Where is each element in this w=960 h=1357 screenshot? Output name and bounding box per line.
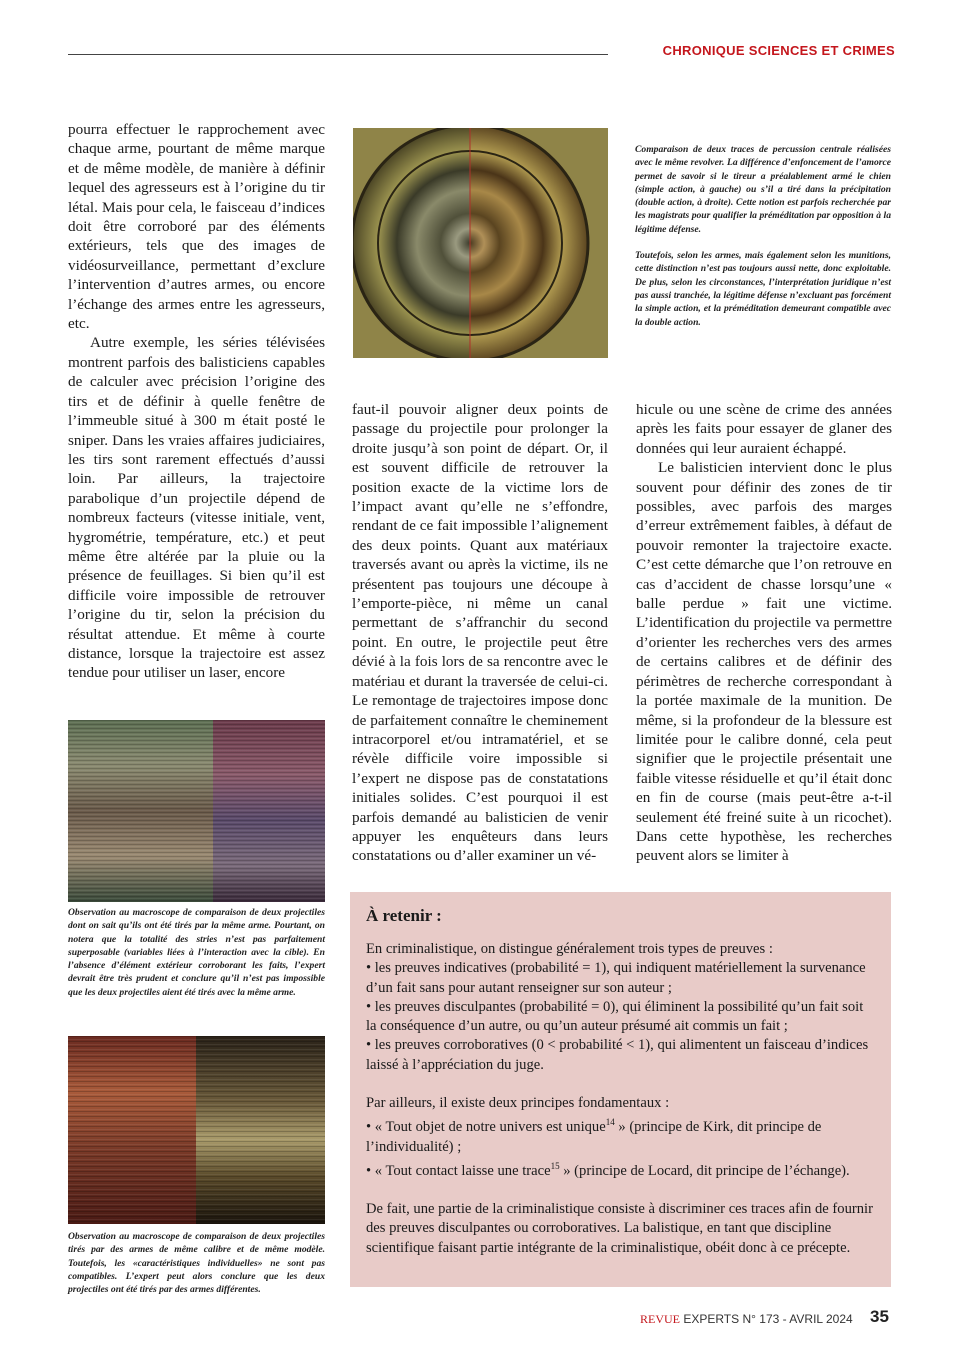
summary-conclusion: De fait, une partie de la criminalistique consiste à discriminer ces traces afin de fournir des preuves disculpantes ou corroboratives. La balistique, en tant que discipline scientifique faisant partie intégrante de la criminalistique, obéit donc à ce précepte. [366,1200,873,1256]
page-number: 35 [870,1307,889,1326]
footnote-ref: 14 [605,1117,615,1128]
primer-caption [635,143,891,329]
striae-different-caption [68,1230,325,1296]
paragraph: hicule ou une scène de crime des années après les faits pour essayer de glaner des données qui leur auraient échappé. [636,401,892,457]
striae-same-weapon-photo [68,720,325,902]
summary-bullet: • les preuves corroboratives (0 < probabilité < 1), qui alimentent un faisceau d’indices laissé à l’appréciation du juge. [366,1037,869,1073]
principle-kirk-text: • « Tout objet de notre univers est unique [366,1119,606,1136]
caption-paragraph: Comparaison de deux traces de percussion centrale réalisées avec le même revolver. La différence d’enfoncement de l’amorce permet de savoir si le tireur a préalablement armé le chien (simple action, à gauche) ou s’il a tiré dans la précipitation (double action, à droite). Cette notion est parfois recherchée par les magistrats pour qualifier la préméditation par opposition à la légitime défense. [635,144,891,235]
summary-bullet: • les preuves disculpantes (probabilité = 0), qui éliminent la possibilité qu’un fait soit la conséquence d’un autre, ou qu’un auteur présumé ait commis un fait ; [366,998,864,1035]
paragraph: pourra effectuer le rapprochement avec chaque arme, pourtant de même marque et de même modèle, de manière à définir lequel des agresseurs est à l’origine du tir létal. Mais pour cela, le faisceau d’indices doit être corroboré par des éléments extérieurs, tels que des images de vidéosurveillance, permettant d’exclure l’intervention d’autres armes, ou encore l’échange des armes entre les agresseurs, etc. [68,121,325,333]
principle-locard-text: • « Tout contact laisse une trace [366,1162,551,1179]
summary-title: À retenir : [366,906,442,925]
paragraph: Le balisticien intervient donc le plus souvent pour définir des zones de tir possibles, avec parfois des marges d’erreur extrêmement faibles, à défaut de pouvoir remonter la trajectoire exacte. C’est cette démarche que l’on retrouve en cas d’accident de chasse lorsqu’une « balle perdue » fait une victime. L’identification du projectile va permettre d’orienter les recherches vers des armes de certains calibres et de définir des périmètres de recherche correspondant à la portée maximale de la munition. De même, si la profondeur de la blessure est limitée pour le calibre donné, cela peut signifier que le projectile présentait une faible vitesse résiduelle et qu’il était donc en fin de course (mais peut-être a-t-il seulement été freiné suite à un ricochet). Dans cette hypothèse, les recherches peuvent alors se limiter à [636,459,892,865]
section-title: CHRONIQUE SCIENCES ET CRIMES [662,43,895,58]
principle-kirk [366,1113,875,1156]
caption-paragraph: Toutefois, selon les armes, mais également selon les munitions, cette distinction n’est pas toujours aussi nette, donc exploitable. De plus, selon les circonstances, l’interprétation juridique n’est pas aussi tranchée, la légitime défense n’excluant pas forcément la simple action, et la préméditation demeurant compatible avec la double action. [635,250,891,328]
summary-bullet: • les preuves indicatives (probabilité = 1), qui indiquent matériellement la survenance d’un fait sans pour autant renseigner sur son auteur ; [366,960,866,996]
striae-different-weapons-photo [68,1036,325,1224]
journal-name: REVUE [640,1312,680,1326]
caption-paragraph: Observation au macroscope de comparaison de deux projectiles dont on sait qu’ils ont été tirés par la même arme. Pourtant, on notera que la totalité des stries n’est pas parfaitement superposable (variables liées à l’interaction avec la cible). En l’absence d’élément extérieur corroborant les faits, l’expert devrait être très prudent et conclure qu’il n’est pas impossible que les deux projectiles aient été tirés avec la même arme. [68,907,325,998]
principle-kirk-text: » (principe de Kirk, dit principe de l’individualité) ; [366,1119,822,1155]
caption-paragraph: Observation au macroscope de comparaison de deux projectiles tirés par des armes de même calibre et de même modèle. Toutefois, les «caractéristiques individuelles» ne sont pas compatibles. L’expert peut alors conclure que les deux projectiles ont été tirés par des armes différentes. [68,1231,325,1296]
principles-intro: Par ailleurs, il existe deux principes fondamentaux : [366,1095,670,1112]
paragraph: Autre exemple, les séries télévisées montrent parfois des balisticiens capables de calculer avec précision l’origine des tirs et de définir à quelle fenêtre de l’immeuble situé à 300 m était posté le sniper. Dans les vraies affaires judiciaires, les tirs sont rarement effectués d’aussi loin. Par ailleurs, la trajectoire parabolique d’un projectile dépend de nombreux facteurs (vitesse initiale, vent, hygrométrie, température, etc.) et peut même être altérée par la pluie ou la présence de feuillages. Si bien qu’il est difficile voire impossible de retrouver l’origine du tir, selon la précision du résultat attendue. Et même à courte distance, lorsque la trajectoire est assez tendue pour utiliser un laser, encore [68,334,325,682]
summary-box [350,892,891,1287]
principle-locard [366,1157,875,1181]
header-rule [68,54,608,55]
footnote-ref: 15 [550,1160,560,1171]
text-column-3 [636,400,892,866]
text-column-2 [352,400,608,866]
summary-intro: En criminalistique, on distingue généralement trois types de preuves : [366,941,773,957]
principle-locard-text: » (principe de Locard, dit principe de l’échange). [559,1162,850,1179]
striae-same-caption [68,906,325,999]
footer-journal [640,1312,853,1327]
paragraph: faut-il pouvoir aligner deux points de passage du projectile pour prolonger la droite jusqu’à son point de départ. Or, il est souvent difficile de retrouver la position exacte de la victime lors de l’impact avant qu’elle ne s’effondre, rendant de ce fait impossible l’alignement des deux points. Quant aux matériaux traversés avant ou après la victime, ils ne présentent pas toujours une découpe à l’emporte-pièce, ni même un canal permettant de s’affranchir du second point. En outre, le projectile peut être dévié à la fois lors de sa rencontre avec le matériau et durant la traversée de celui-ci. Le remontage de trajectoires impose donc de parfaitement connaître le cheminement intracorporel et/ou intramatériel, et se révèle difficile voire impossible si l’expert ne dispose pas de constatations initiales solides. C’est pourquoi il est parfois demandé au balisticien de venir appuyer les enquêteurs dans leurs constatations ou d’aller examiner un vé- [352,401,608,865]
primer-comparison-photo [353,128,608,358]
journal-issue: EXPERTS N° 173 - AVRIL 2024 [680,1312,853,1326]
text-column-1 [68,120,325,683]
